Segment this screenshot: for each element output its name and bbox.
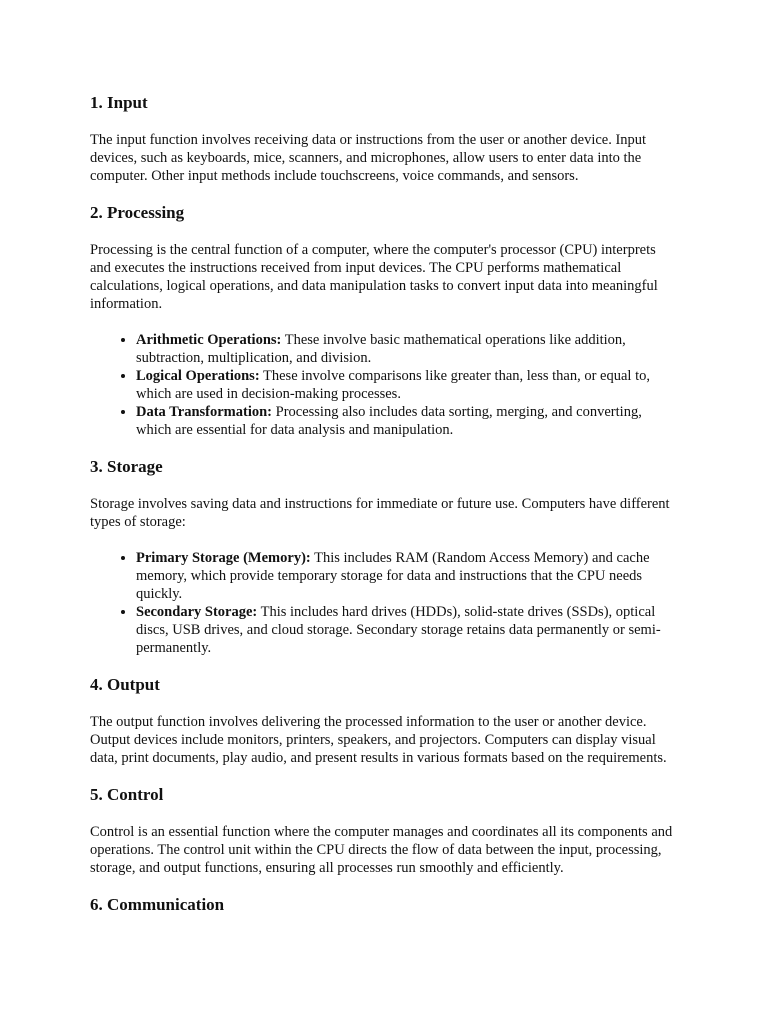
list-item-term: Logical Operations: bbox=[136, 368, 260, 384]
list-item bbox=[136, 331, 678, 367]
section-paragraph: Processing is the central function of a computer, where the computer's processor (CPU) interprets and executes the instructions received from input devices. The CPU performs mathematical calculations, logical operations, and data manipulation tasks to convert input data into meaningful information. bbox=[90, 242, 658, 312]
list-item bbox=[136, 403, 678, 439]
section-paragraph: The output function involves delivering the processed information to the user or another device. Output devices include monitors, printers, speakers, and projectors. Computers can display visual data, print documents, play audio, and present results in various formats based on the requirements. bbox=[90, 714, 667, 766]
section-heading: 4. Output bbox=[90, 675, 160, 694]
section-heading: 5. Control bbox=[90, 785, 164, 804]
section-processing bbox=[90, 203, 678, 439]
bullet-list bbox=[90, 549, 678, 657]
list-item-text: Processing also includes data sorting, merging, and converting, which are essential for data analysis and manipulation. bbox=[136, 404, 642, 438]
list-item bbox=[136, 603, 678, 657]
bullet-list bbox=[90, 331, 678, 439]
section-paragraph: The input function involves receiving data or instructions from the user or another device. Input devices, such as keyboards, mice, scanners, and microphones, allow users to enter data into the computer. Other input methods include touchscreens, voice commands, and sensors. bbox=[90, 132, 647, 184]
section-input bbox=[90, 93, 678, 185]
section-heading: 2. Processing bbox=[90, 203, 185, 222]
list-item-term: Data Transformation: bbox=[136, 404, 272, 420]
list-item-text: These involve basic mathematical operations like addition, subtraction, multiplication, and division. bbox=[136, 332, 626, 366]
section-control bbox=[90, 785, 678, 877]
list-item-text: These involve comparisons like greater than, less than, or equal to, which are used in decision-making processes. bbox=[136, 368, 650, 402]
section-storage bbox=[90, 457, 678, 657]
list-item-text: This includes RAM (Random Access Memory) and cache memory, which provide temporary storage for data and instructions that the CPU needs quickly. bbox=[136, 550, 650, 602]
section-paragraph: Control is an essential function where the computer manages and coordinates all its components and operations. The control unit within the CPU directs the flow of data between the input, processing, storage, and output functions, ensuring all processes run smoothly and efficiently. bbox=[90, 824, 673, 876]
list-item bbox=[136, 367, 678, 403]
list-item-term: Arithmetic Operations: bbox=[136, 332, 282, 348]
section-paragraph: Storage involves saving data and instructions for immediate or future use. Computers have different types of storage: bbox=[90, 496, 670, 530]
list-item bbox=[136, 549, 678, 603]
section-communication bbox=[90, 895, 678, 915]
list-item-term: Primary Storage (Memory): bbox=[136, 550, 311, 566]
section-heading: 3. Storage bbox=[90, 457, 163, 476]
list-item-text: This includes hard drives (HDDs), solid-state drives (SSDs), optical discs, USB drives, and cloud storage. Secondary storage retains data permanently or semi-permanently. bbox=[136, 604, 661, 656]
list-item-term: Secondary Storage: bbox=[136, 604, 258, 620]
section-heading: 6. Communication bbox=[90, 895, 225, 914]
section-output bbox=[90, 675, 678, 767]
section-heading: 1. Input bbox=[90, 93, 148, 112]
